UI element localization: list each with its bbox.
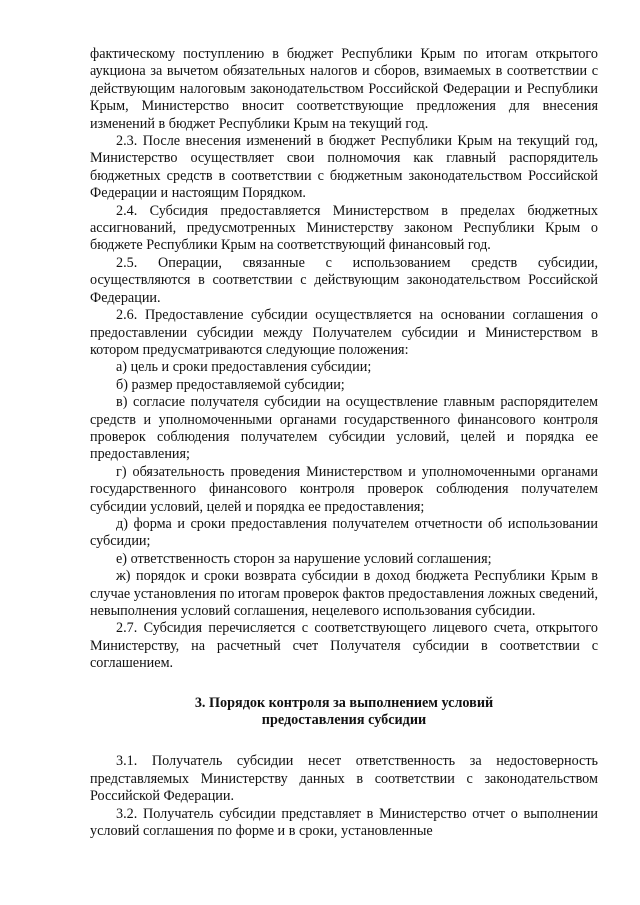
document-page [90, 46, 598, 840]
paragraphs-after [90, 753, 598, 840]
paragraph: 2.7. Субсидия перечисляется с соответствующего лицевого счета, открытого Министерству, на расчетный счет Получателя субсидии в соответствии с соглашением. [90, 620, 598, 672]
section-heading [90, 695, 598, 730]
paragraph: д) форма и сроки предоставления получателем отчетности об использовании субсидии; [90, 515, 598, 550]
paragraph: 2.5. Операции, связанные с использованием средств субсидии, осуществляются в соответствии с действующим законодательством Российской Федерации. [90, 254, 598, 306]
paragraph: 3.2. Получатель субсидии представляет в Министерство отчет о выполнении условий соглашения по форме и в сроки, установленные [90, 805, 598, 840]
section-heading-line-2: предоставления субсидии [261, 712, 427, 729]
section-heading-line-1: 3. Порядок контроля за выполнением условий [194, 694, 494, 711]
paragraph: б) размер предоставляемой субсидии; [116, 376, 345, 393]
paragraphs-before [90, 46, 598, 673]
paragraph: 3.1. Получатель субсидии несет ответственность за недостоверность представляемых Министерству данных в соответствии с законодательством Российской Федерации. [90, 753, 598, 805]
paragraph: 2.3. После внесения изменений в бюджет Республики Крым на текущий год, Министерство осуществляет свои полномочия как главный распорядитель бюджетных средств в соответствии с бюджетным законодательством Российской Федерации и настоящим Порядком. [90, 133, 598, 202]
paragraph: фактическому поступлению в бюджет Республики Крым по итогам открытого аукциона за вычетом обязательных налогов и сборов, взимаемых в соответствии с действующим налоговым законодательством Российской Федерации и Республики Крым, Министерство вносит соответствующие предложения для внесения изменений в бюджет Республики Крым на текущий год. [90, 46, 598, 132]
paragraph: 2.6. Предоставление субсидии осуществляется на основании соглашения о предоставлении субсидии между Получателем субсидии и Министерством в котором предусматриваются следующие положения: [90, 307, 598, 358]
paragraph: ж) порядок и сроки возврата субсидии в доход бюджета Республики Крым в случае установления по итогам проверок фактов предоставления ложных сведений, невыполнения условий соглашения, нецелевого использования субсидии. [90, 568, 598, 619]
paragraph: г) обязательность проведения Министерством и уполномоченными органами государственного финансового контроля проверок соблюдения получателем субсидии условий, целей и порядка ее предоставления; [90, 463, 598, 515]
paragraph: е) ответственность сторон за нарушение условий соглашения; [116, 550, 492, 567]
paragraph: в) согласие получателя субсидии на осуществление главным распорядителем средств и уполномоченными органами государственного финансового контроля проверок соблюдения получателем субсидии условий, целей и порядка ее предоставления; [90, 394, 598, 463]
paragraph: а) цель и сроки предоставления субсидии; [116, 359, 372, 376]
paragraph: 2.4. Субсидия предоставляется Министерством в пределах бюджетных ассигнований, предусмотренных Министерству законом Республики Крым о бюджете Республики Крым на соответствующий финансовый год. [90, 202, 598, 254]
